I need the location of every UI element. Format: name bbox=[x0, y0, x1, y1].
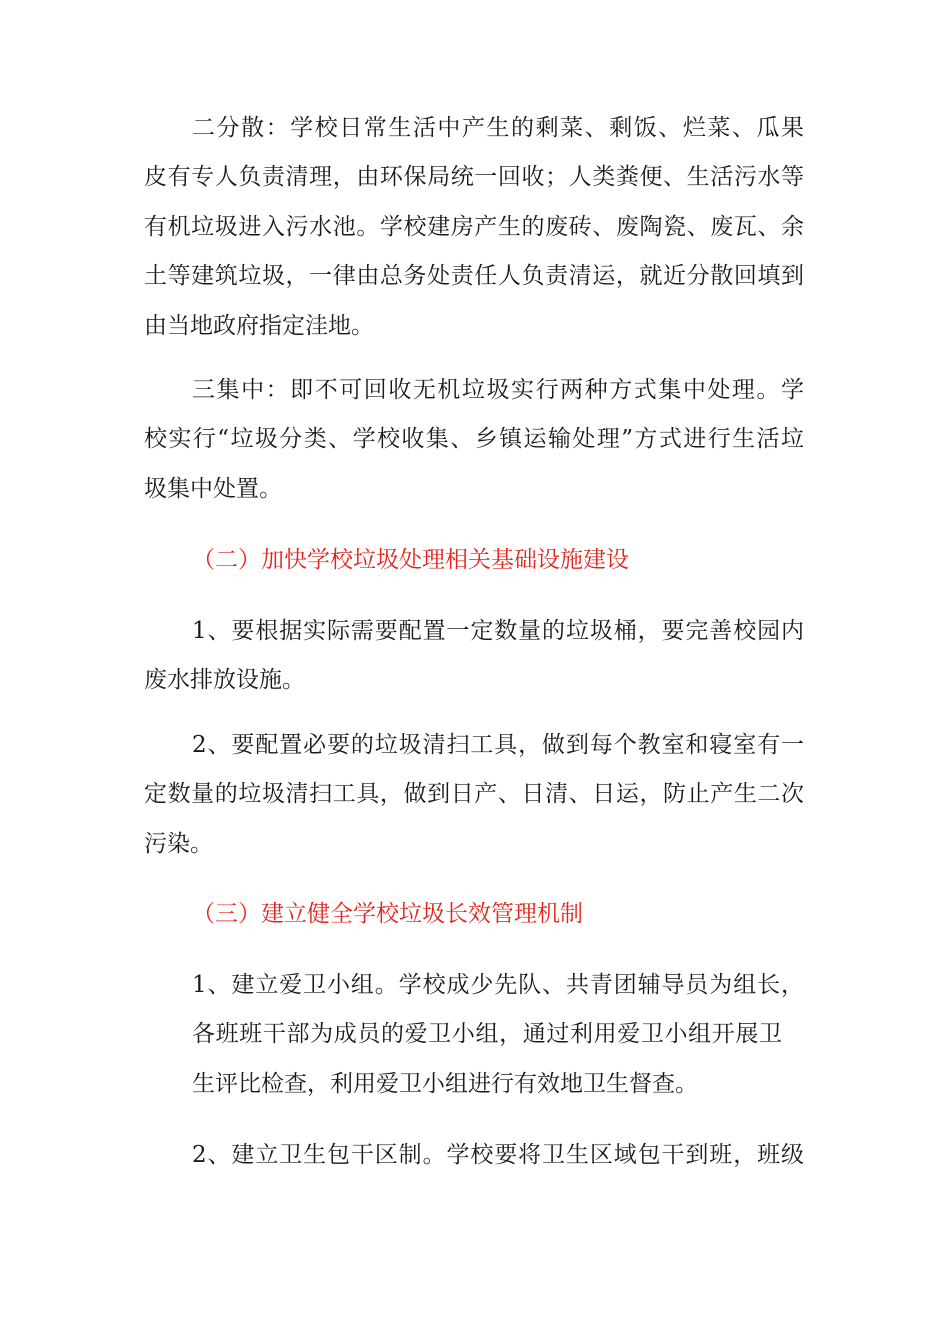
paragraph-line: 二分散：学校日常生活中产生的剩菜、剩饭、烂菜、瓜果 bbox=[192, 115, 804, 141]
paragraph-line: 2、建立卫生包干区制。学校要将卫生区域包干到班，班级 bbox=[192, 1142, 804, 1168]
paragraph-line: 三集中：即不可回收无机垃圾实行两种方式集中处理。学 bbox=[192, 377, 804, 403]
paragraph-line: 1、建立爱卫小组。学校成少先队、共青团辅导员为组长， bbox=[192, 972, 804, 998]
paragraph-line: 各班班干部为成员的爱卫小组，通过利用爱卫小组开展卫 bbox=[192, 1021, 782, 1047]
section-heading: （三）建立健全学校垃圾长效管理机制 bbox=[192, 901, 583, 927]
paragraph-line: 土等建筑垃圾，一律由总务处责任人负责清运，就近分散回填到 bbox=[144, 263, 804, 289]
paragraph-line: 定数量的垃圾清扫工具，做到日产、日清、日运，防止产生二次 bbox=[144, 781, 804, 807]
paragraph-line: 1、要根据实际需要配置一定数量的垃圾桶，要完善校园内 bbox=[192, 618, 804, 644]
paragraph-line: 有机垃圾进入污水池。学校建房产生的废砖、废陶瓷、废瓦、余 bbox=[144, 214, 804, 240]
paragraph-line: 由当地政府指定洼地。 bbox=[144, 313, 374, 339]
paragraph-line: 废水排放设施。 bbox=[144, 667, 305, 693]
paragraph-line: 皮有专人负责清理，由环保局统一回收；人类粪便、生活污水等 bbox=[144, 164, 804, 190]
paragraph-line: 校实行“垃圾分类、学校收集、乡镇运输处理”方式进行生活垃 bbox=[144, 426, 804, 452]
paragraph-line: 污染。 bbox=[144, 831, 213, 857]
section-heading: （二）加快学校垃圾处理相关基础设施建设 bbox=[192, 547, 629, 573]
paragraph-line: 生评比检查，利用爱卫小组进行有效地卫生督查。 bbox=[192, 1071, 698, 1097]
paragraph-line: 2、要配置必要的垃圾清扫工具，做到每个教室和寝室有一 bbox=[192, 732, 804, 758]
paragraph-line: 圾集中处置。 bbox=[144, 476, 282, 502]
